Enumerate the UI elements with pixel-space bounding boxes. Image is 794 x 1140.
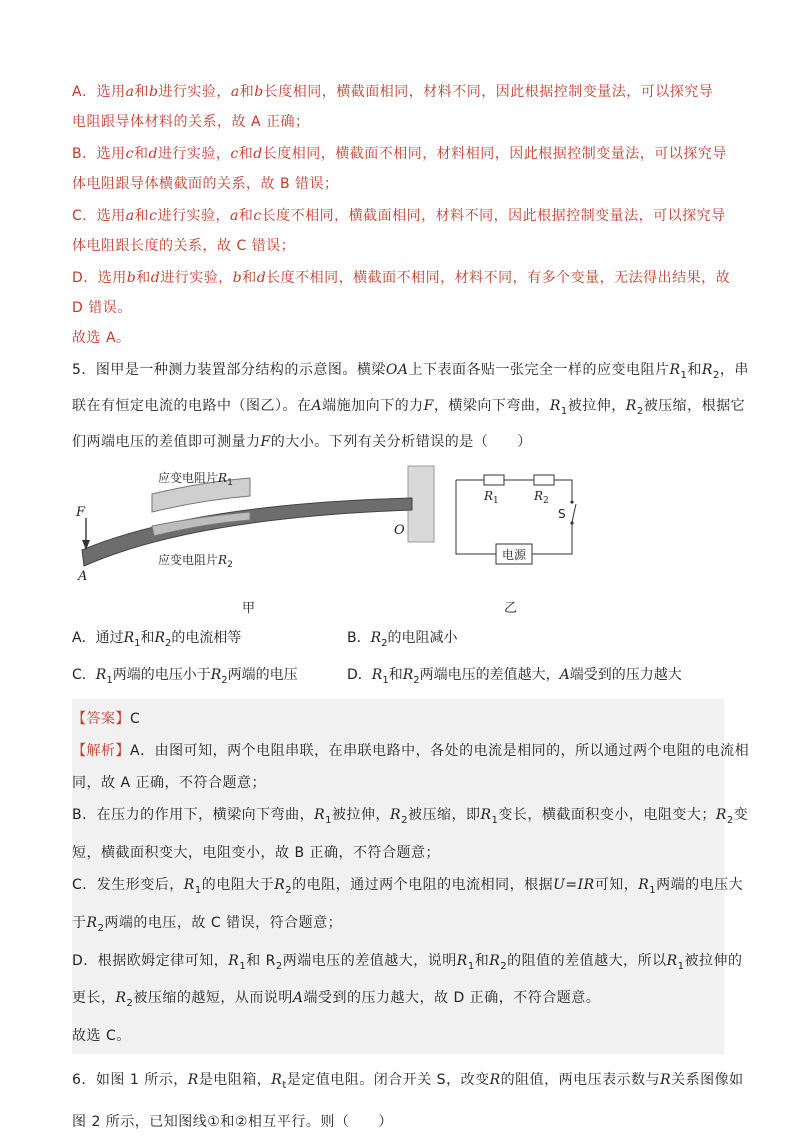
q5-stem-line1: 5．图甲是一种测力装置部分结构的示意图。横梁OA上下表面各贴一张完全一样的应变电阻片$R_1$和$R_2$，串 — [72, 362, 749, 381]
label-gauge-bottom: 应变电阻片$R_2$ — [158, 552, 233, 570]
solution-option-b: B．选用c和d进行实验，c和d长度相同，横截面不相同，材料相同，因此根据控制变量法，可以探究导 — [72, 146, 727, 162]
resistor-r1 — [484, 475, 504, 485]
solution-option-b-cont: 体电阻跟导体横截面的关系，故 B 错误； — [72, 176, 339, 192]
q5-analysis-a: 【解析】A．由图可知，两个电阻串联，在串联电路中，各处的电流是相同的，所以通过两个电阻的电流相 — [72, 743, 750, 760]
switch-contact-bottom — [570, 521, 573, 524]
q5-conclusion: 故选 C。 — [72, 1028, 131, 1045]
q5-analysis-b-cont: 短，横截面积变大，电阻变小，故 B 正确，不符合题意； — [72, 844, 441, 861]
solution-option-c-cont: 体电阻跟长度的关系，故 C 错误； — [72, 238, 296, 254]
q5-option-c[interactable]: C．$R_1$两端的电压小于$R_2$两端的电压 — [72, 667, 298, 687]
label-switch: S — [558, 506, 566, 521]
caption-yi: 乙 — [504, 600, 518, 616]
q5-analysis-b: B．在压力的作用下，横梁向下弯曲，$R_1$被拉伸，$R_2$被压缩，即$R_1$变长，横截面积变小，电阻变大；$R_2$变 — [72, 807, 749, 826]
label-A: A — [78, 568, 88, 584]
q5-analysis-d: D．根据欧姆定律可知，$R_1$和 $R_2$两端电压的差值越大，说明$R_1$和$R_2$的阻值的差值越大，所以$R_1$被拉伸的 — [72, 952, 743, 972]
q5-answer-analysis — [72, 699, 750, 1054]
solution-option-d-cont: D 错误。 — [72, 300, 132, 316]
label-source: 电源 — [502, 547, 527, 562]
label-r2: $R_2$ — [534, 488, 549, 506]
q5-option-b[interactable]: B．$R_2$的电阻减小 — [347, 629, 458, 649]
q5-option-a[interactable]: A．通过$R_1$和$R_2$的电流相等 — [72, 629, 242, 649]
q5-analysis-c-cont: 于$R_2$两端的电压，故 C 错误，符合题意； — [72, 914, 343, 934]
switch-blade — [572, 504, 576, 522]
q5-figures — [72, 460, 724, 622]
solution-option-a: A．选用a和b进行实验，a和b长度相同，横截面相同，材料不同，因此根据控制变量法，可以探究导 — [72, 84, 714, 100]
label-O: O — [394, 522, 405, 538]
q5-answer: 【答案】C — [72, 711, 141, 728]
q6-stem-line1: 6．如图 1 所示，R是电阻箱，$R_t$是定值电阻。闭合开关 S，改变R的阻值，两电压表示数与R关系图像如 — [72, 1072, 744, 1091]
caption-jia: 甲 — [242, 600, 256, 616]
label-r1: $R_1$ — [484, 488, 499, 506]
solution-option-d: D．选用b和d进行实验，b和d长度不相同，横截面不相同，材料不同，有多个变量，无法得出结果，故 — [72, 270, 731, 286]
solution-option-a-cont: 电阻跟导体材料的关系，故 A 正确； — [72, 114, 310, 130]
resistor-r2 — [534, 475, 554, 485]
q5-stem-line2: 联在有恒定电流的电路中（图乙）。在A端施加向下的力F，横梁向下弯曲，$R_1$被拉伸，$R_2$被压缩，根据它 — [72, 397, 746, 417]
question-5 — [72, 356, 750, 1054]
question-6 — [72, 1062, 744, 1140]
figure-yi-circuit — [448, 460, 588, 622]
q5-analysis-a-cont: 同，故 A 正确，不符合题意； — [72, 775, 266, 792]
solution-conclusion: 故选 A。 — [72, 330, 131, 346]
beam-oa — [82, 498, 412, 566]
q5-stem-line3: 们两端电压的差值即可测量力F的大小。下列有关分析错误的是（ ） — [72, 433, 532, 450]
page-content — [72, 78, 750, 1140]
q5-analysis-c: C．发生形变后，$R_1$的电阻大于$R_2$的电阻，通过两个电阻的电流相同，根据U=IR可知，$R_1$两端的电压大 — [72, 876, 744, 896]
q5-analysis-d-cont: 更长，$R_2$被压缩的越短，从而说明A端受到的压力越大，故 D 正确，不符合题意。 — [72, 990, 601, 1010]
label-gauge-top: 应变电阻片$R_1$ — [158, 470, 233, 488]
circuit-wire-right — [554, 480, 572, 500]
q5-options — [72, 622, 724, 698]
q6-stem-line2: 图 2 所示，已知图线①和②相互平行。则（ ） — [72, 1113, 393, 1130]
previous-solution — [72, 78, 731, 352]
solution-option-c: C．选用a和c进行实验，a和c长度不相同，横截面相同，材料不同，因此根据控制变量法，可以探究导 — [72, 208, 726, 224]
label-F: F — [76, 504, 86, 520]
circuit-wire-right-low — [532, 524, 572, 554]
switch-contact-top — [570, 500, 573, 503]
q5-option-d[interactable]: D．$R_1$和$R_2$两端电压的差值越大，A端受到的压力越大 — [347, 667, 682, 687]
figure-jia-diagram — [72, 460, 452, 622]
